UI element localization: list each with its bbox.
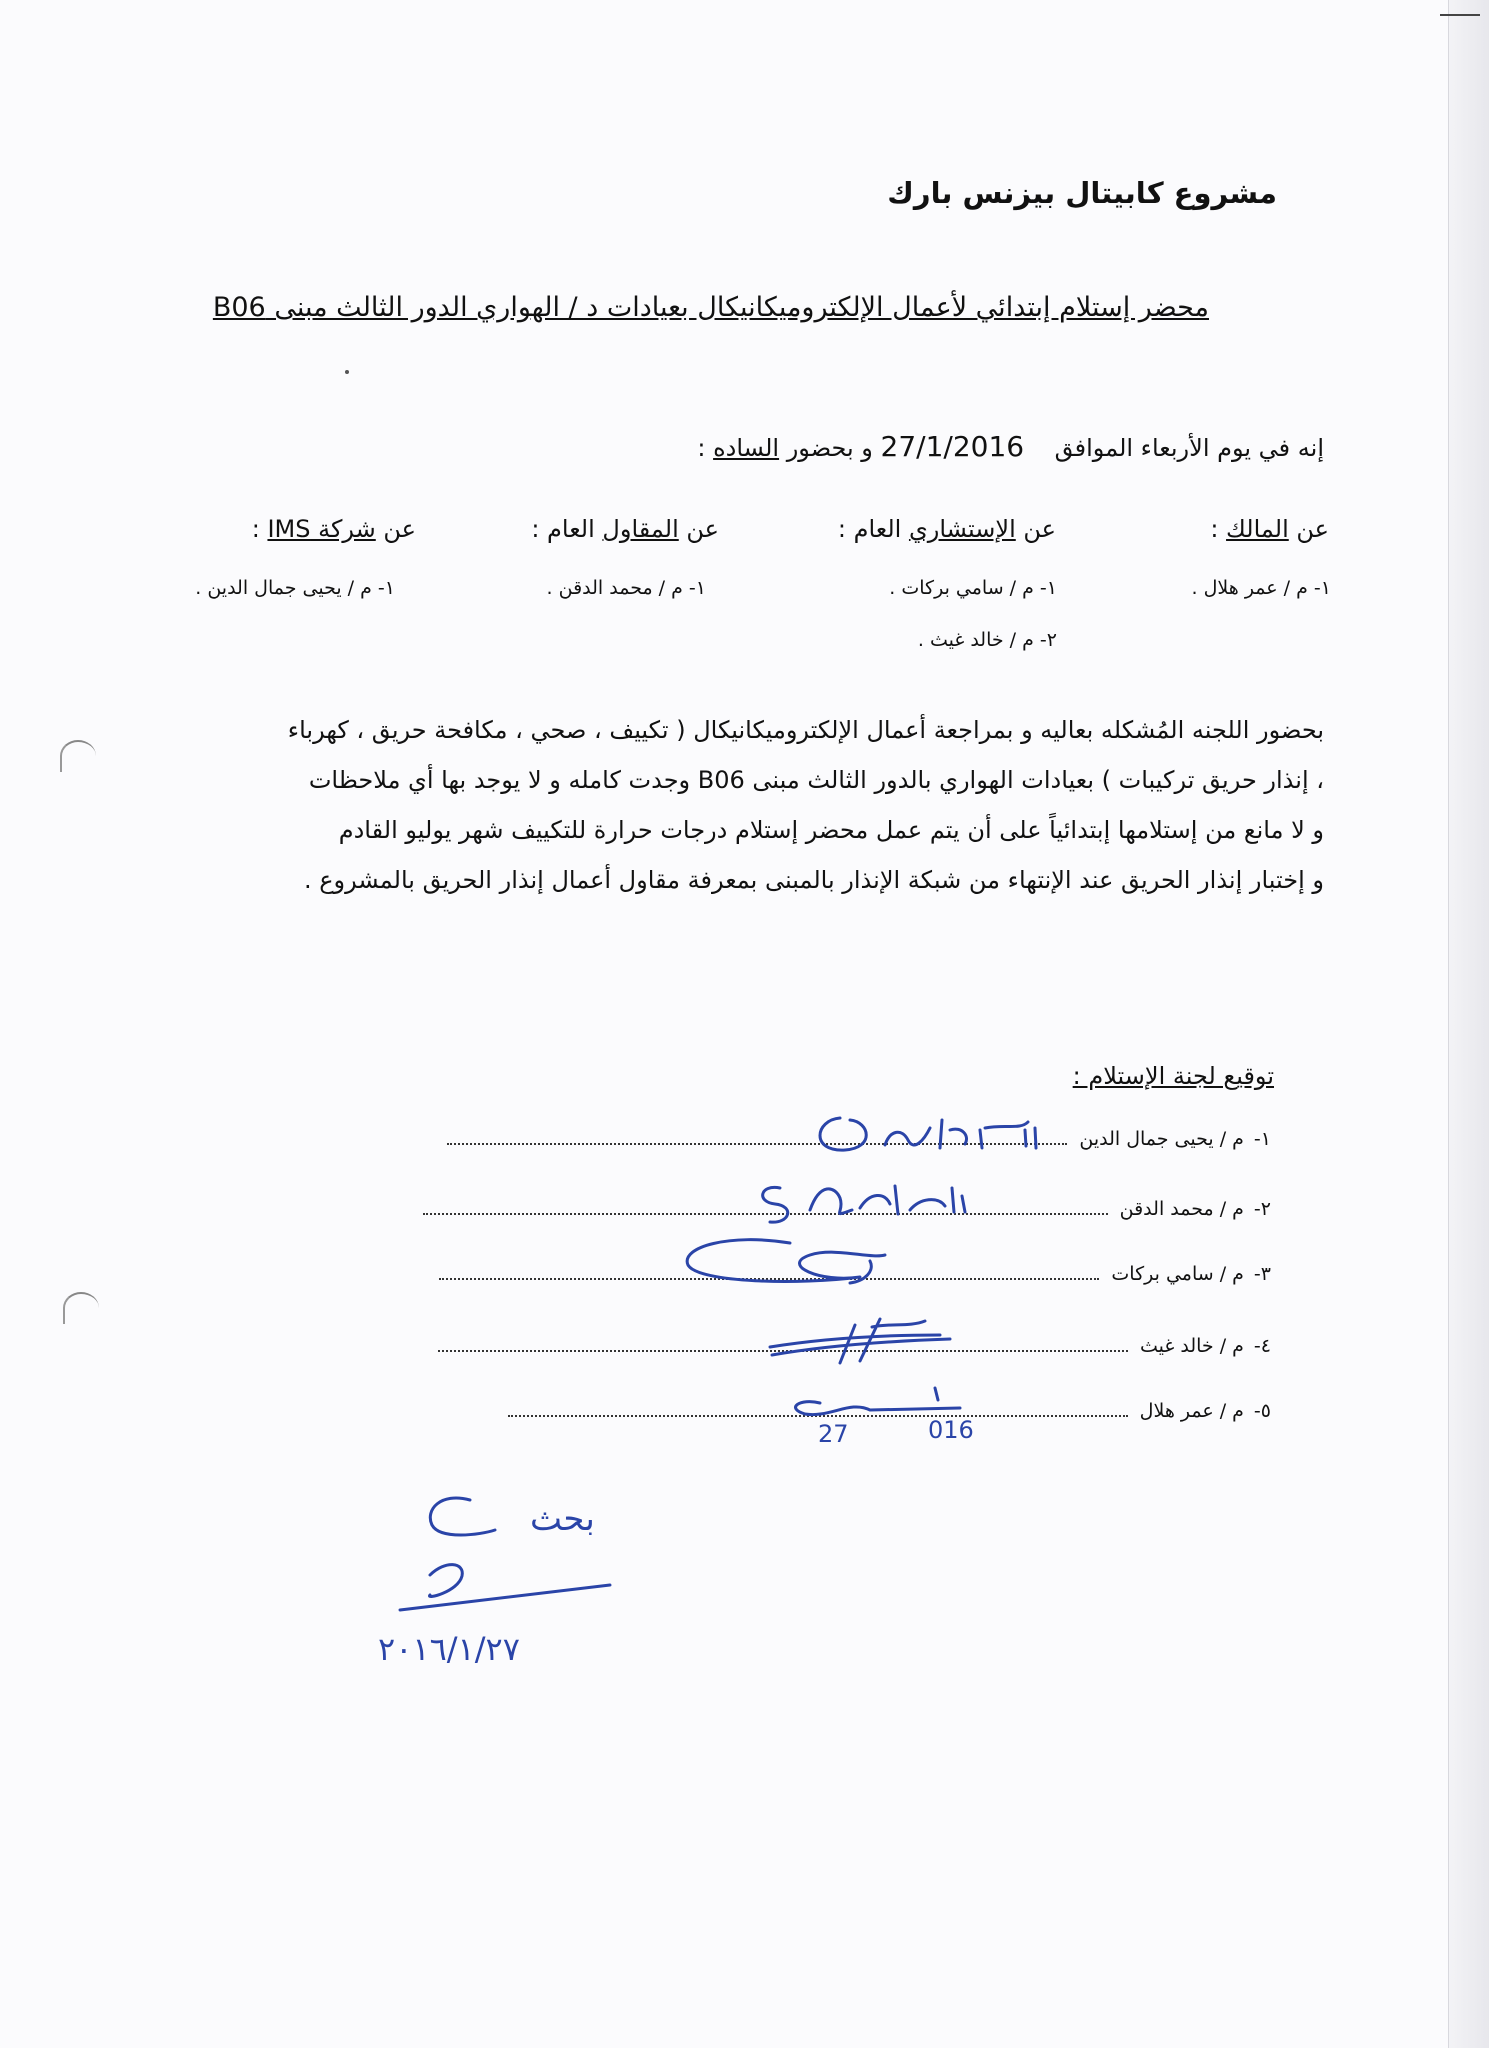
sig-date-year: 016 (928, 1416, 974, 1444)
scan-mark (1440, 14, 1480, 16)
body-paragraph (159, 705, 1324, 905)
row-name: م / يحيى جمال الدين (1079, 1128, 1244, 1150)
party-ims-heading (252, 515, 416, 543)
row-number: ٥- (1253, 1400, 1271, 1422)
intro-prefix: إنه في يوم الأربعاء الموافق (1054, 434, 1324, 462)
scan-edge (1448, 0, 1489, 2048)
party-prefix: عن (383, 515, 416, 543)
row-number: ١- (1253, 1128, 1271, 1150)
party-prefix: عن (1023, 515, 1056, 543)
intro-line (697, 430, 1324, 463)
party-member: ١- م / محمد الدقن . (546, 577, 706, 599)
party-name: شركة IMS (267, 515, 376, 543)
note-word: بحث (530, 1499, 595, 1539)
intro-middle: و بحضور (786, 434, 873, 462)
document-subject: محضر إستلام إبتدائي لأعمال الإلكتروميكانيكال بعيادات د / الهواري الدور الثالث مبنى B06 (212, 292, 1209, 323)
row-number: ٤- (1253, 1335, 1271, 1357)
party-owner-heading (1210, 515, 1329, 543)
party-member: ١- م / يحيى جمال الدين . (195, 577, 395, 599)
intro-attendees: الساده (713, 434, 780, 462)
row-name: م / محمد الدقن (1119, 1198, 1244, 1220)
party-consultant-heading (838, 515, 1056, 543)
signature-5 (760, 1378, 1000, 1453)
party-suffix: العام : (837, 515, 909, 543)
signature-1 (790, 1100, 1050, 1160)
party-suffix: : (251, 515, 268, 543)
party-name: المقاول (602, 515, 679, 543)
row-number: ٣- (1253, 1263, 1271, 1285)
signature-3 (670, 1225, 910, 1295)
handwritten-note (370, 1480, 630, 1680)
signature-section-title: توقيع لجنة الإستلام : (1072, 1062, 1274, 1090)
row-name: م / عمر هلال (1139, 1400, 1244, 1422)
punch-hole (60, 740, 96, 772)
party-prefix: عن (1296, 515, 1329, 543)
party-member: ١- م / عمر هلال . (1191, 577, 1331, 599)
paragraph-line: و إختبار إنذار الحريق عند الإنتهاء من شبكة الإنذار بالمبنى بمعرفة مقاول أعمال إنذار الحريق بالمشروع . (303, 866, 1324, 894)
row-number: ٢- (1253, 1198, 1271, 1220)
intro-suffix: : (697, 434, 706, 462)
intro-date: 27/1/2016 (880, 430, 1025, 463)
paragraph-line: و لا مانع من إستلامها إبتدائياً على أن يتم عمل محضر إستلام درجات حرارة للتكييف شهر يوليو القادم (338, 816, 1324, 844)
party-contractor-heading (531, 515, 719, 543)
sig-date-day: 27 (818, 1420, 849, 1448)
party-name: المالك (1226, 515, 1289, 543)
paragraph-line: بحضور اللجنه المُشكله بعاليه و بمراجعة أعمال الإلكتروميكانيكال ( تكييف ، صحي ، مكافحة حريق ، كهرباء (287, 716, 1324, 744)
signature-2 (740, 1168, 1000, 1228)
party-member: ١- م / سامي بركات . (889, 577, 1057, 599)
punch-hole (63, 1292, 99, 1324)
party-suffix: العام : (531, 515, 603, 543)
party-member: ٢- م / خالد غيث . (917, 629, 1057, 651)
project-title: مشروع كابيتال بيزنس بارك (887, 176, 1277, 210)
signature-4 (760, 1305, 960, 1365)
speck (345, 370, 349, 374)
party-suffix: : (1210, 515, 1227, 543)
row-name: م / سامي بركات (1111, 1263, 1244, 1285)
note-date: ٢٠١٦/١/٢٧ (378, 1630, 520, 1668)
party-name: الإستشاري (908, 515, 1016, 543)
party-prefix: عن (686, 515, 719, 543)
paragraph-line: ، إنذار حريق تركيبات ) بعيادات الهواري بالدور الثالث مبنى B06 وجدت كامله و لا يوجد بها أي ملاحظات (308, 766, 1324, 794)
row-name: م / خالد غيث (1140, 1335, 1244, 1357)
